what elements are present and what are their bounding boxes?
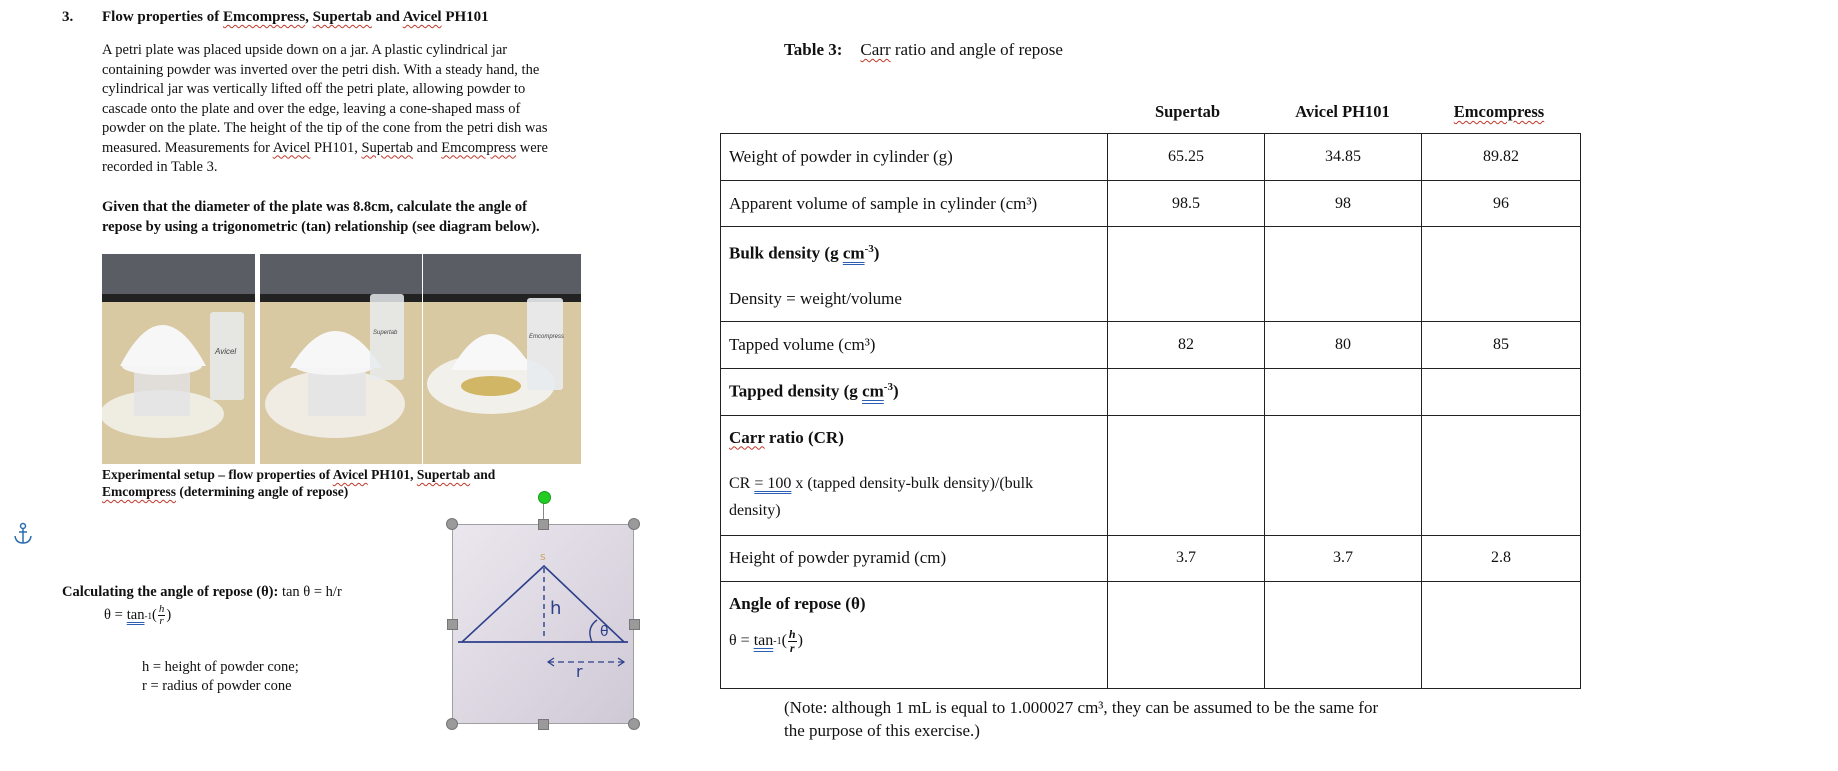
resize-handle-nw[interactable] bbox=[446, 518, 458, 530]
row-label-bulk-density bbox=[721, 227, 1108, 322]
formula-open: ( bbox=[151, 607, 157, 623]
svg-text:Supertab: Supertab bbox=[373, 330, 398, 336]
cell-carr-avicel[interactable] bbox=[1265, 415, 1422, 535]
formula-h: h bbox=[158, 603, 165, 615]
photo-caption bbox=[102, 466, 495, 500]
cell-carr-emcompress[interactable] bbox=[1422, 415, 1581, 535]
bulk-cm: cm bbox=[842, 243, 865, 263]
formula-fraction bbox=[158, 604, 166, 627]
bulk-a: Bulk density (g bbox=[729, 243, 843, 263]
row-label-weight: Weight of powder in cylinder (g) bbox=[721, 134, 1108, 181]
svg-text:s: s bbox=[540, 550, 546, 563]
angle-r: r bbox=[789, 640, 795, 655]
formula-tan-relation: tan θ = h/r bbox=[281, 584, 342, 600]
cell-bulk-emcompress[interactable] bbox=[1422, 227, 1581, 322]
cell-tdens-avicel[interactable] bbox=[1265, 368, 1422, 415]
intro-6a: measured. Measurements for bbox=[102, 139, 273, 156]
cell-volume-supertab: 98.5 bbox=[1108, 181, 1265, 227]
row-label-tapped-volume: Tapped volume (cm³) bbox=[721, 321, 1108, 368]
selection-border bbox=[452, 524, 634, 724]
caption-c: PH101, bbox=[367, 467, 417, 482]
caption-line-2 bbox=[102, 483, 495, 500]
resize-handle-s[interactable] bbox=[538, 719, 549, 730]
resize-handle-ne[interactable] bbox=[628, 518, 640, 530]
carr-heading bbox=[729, 428, 1099, 448]
col-header-avicel: Avicel PH101 bbox=[1295, 102, 1390, 121]
table-3 bbox=[720, 133, 1581, 689]
carr-word: Carr bbox=[729, 427, 765, 447]
cell-height-avicel: 3.7 bbox=[1265, 535, 1422, 581]
svg-text:h: h bbox=[550, 598, 562, 619]
intro-line-1: A petri plate was placed upside down on a jar. A plastic cylindrical jar bbox=[102, 42, 508, 58]
table-caption bbox=[784, 40, 1063, 60]
table-row bbox=[721, 415, 1581, 535]
intro-line-2: containing powder was inverted over the petri dish. With a steady hand, the bbox=[102, 61, 540, 78]
photo-emcompress-image bbox=[423, 254, 581, 464]
cell-tapped-emcompress: 85 bbox=[1422, 321, 1581, 368]
col-header-emcompress-text: Emcompress bbox=[1453, 102, 1545, 121]
cell-height-emcompress: 2.8 bbox=[1422, 535, 1581, 581]
caption-a: Experimental setup – flow properties of bbox=[102, 467, 333, 482]
formula-tan: tan bbox=[126, 607, 145, 623]
carr-sub-a: CR bbox=[729, 474, 755, 492]
table-row bbox=[721, 134, 1581, 181]
title-avicel: Avicel bbox=[402, 9, 442, 25]
caption-e: and bbox=[470, 467, 496, 482]
title-suffix: PH101 bbox=[441, 9, 489, 25]
cell-volume-emcompress: 96 bbox=[1422, 181, 1581, 227]
title-sep: , bbox=[305, 9, 313, 25]
angle-close: ) bbox=[797, 632, 803, 650]
svg-text:Emcompress: Emcompress bbox=[529, 334, 565, 340]
section-number: 3. bbox=[62, 9, 74, 25]
intro-6c: PH101, bbox=[310, 139, 362, 156]
question-text bbox=[102, 198, 540, 237]
bulk-sup: -3 bbox=[864, 243, 874, 255]
def-h: h = height of powder cone; bbox=[142, 659, 299, 675]
intro-line-3: cylindrical jar was vertically lifted off the petri plate, allowing powder to bbox=[102, 81, 526, 97]
angle-tan: tan bbox=[753, 632, 774, 650]
intro-line-5: powder on the plate. The height of the tip of the cone from the petri dish was bbox=[102, 120, 548, 136]
row-label-angle-of-repose bbox=[721, 581, 1108, 688]
intro-line-7: recorded in Table 3. bbox=[102, 159, 218, 175]
table-row bbox=[721, 368, 1581, 415]
col-header-emcompress bbox=[1420, 102, 1578, 122]
cell-height-supertab: 3.7 bbox=[1108, 535, 1265, 581]
tapped-cm: cm bbox=[862, 381, 884, 401]
svg-text:r: r bbox=[576, 662, 583, 681]
photo-supertab-image bbox=[260, 254, 422, 464]
table-caption-num: Table 3: bbox=[784, 40, 843, 59]
section-title bbox=[102, 9, 489, 26]
intro-emcompress: Emcompress bbox=[441, 139, 517, 156]
formula-theta-eq: θ = bbox=[104, 607, 123, 623]
caption-emcompress: Emcompress bbox=[102, 484, 176, 499]
formula-definitions bbox=[142, 658, 299, 696]
formula-close: ) bbox=[166, 607, 172, 623]
title-and: and bbox=[371, 9, 403, 25]
cell-angle-emcompress[interactable] bbox=[1422, 581, 1581, 688]
row-label-tapped-density bbox=[721, 368, 1108, 415]
table-row bbox=[721, 535, 1581, 581]
cell-angle-supertab[interactable] bbox=[1108, 581, 1265, 688]
row-label-carr-ratio bbox=[721, 415, 1108, 535]
formula-heading-label: Calculating the angle of repose (θ): bbox=[62, 584, 279, 600]
cell-volume-avicel: 98 bbox=[1265, 181, 1422, 227]
caption-line-1 bbox=[102, 466, 495, 483]
cell-angle-avicel[interactable] bbox=[1265, 581, 1422, 688]
resize-handle-e[interactable] bbox=[629, 619, 640, 630]
carr-sub-c: x (tapped density-bulk density)/(bulk bbox=[791, 474, 1034, 492]
angle-heading: Angle of repose (θ) bbox=[729, 593, 866, 613]
resize-handle-sw[interactable] bbox=[446, 718, 458, 730]
question-line-2: repose by using a trigonometric (tan) relationship (see diagram below). bbox=[102, 218, 540, 235]
question-line-1: Given that the diameter of the plate was 8.8cm, calculate the angle of bbox=[102, 199, 527, 215]
formula-inv: -1 bbox=[144, 610, 152, 621]
table-row bbox=[721, 581, 1581, 688]
caption-avicel: Avicel bbox=[332, 467, 368, 482]
intro-paragraph bbox=[102, 41, 548, 178]
photo-supertab bbox=[260, 254, 422, 464]
caption-g: (determining angle of repose) bbox=[176, 484, 349, 499]
intro-6g: were bbox=[516, 139, 548, 156]
tapped-close: ) bbox=[892, 381, 899, 401]
col-header-supertab: Supertab bbox=[1154, 102, 1221, 121]
tapped-sup: -3 bbox=[883, 381, 893, 394]
cell-weight-emcompress: 89.82 bbox=[1422, 134, 1581, 181]
intro-supertab: Supertab bbox=[361, 139, 414, 156]
tapped-a: Tapped density (g bbox=[729, 381, 863, 401]
cell-tapped-avicel: 80 bbox=[1265, 321, 1422, 368]
intro-line-6 bbox=[102, 139, 548, 159]
anchor-icon[interactable] bbox=[12, 522, 34, 546]
cell-tapped-supertab: 82 bbox=[1108, 321, 1265, 368]
carr-sub-d: density) bbox=[729, 501, 781, 519]
cell-bulk-supertab[interactable] bbox=[1108, 227, 1265, 322]
intro-avicel: Avicel bbox=[272, 139, 311, 156]
resize-handle-n[interactable] bbox=[538, 519, 549, 530]
angle-formula bbox=[729, 628, 1099, 655]
note-line-1: (Note: although 1 mL is equal to 1.000027 cm³, they can be assumed to be the same for bbox=[784, 698, 1379, 717]
table-caption-rest: ratio and angle of repose bbox=[890, 40, 1063, 59]
row-label-apparent-volume: Apparent volume of sample in cylinder (cm³) bbox=[721, 181, 1108, 227]
cell-weight-avicel: 34.85 bbox=[1265, 134, 1422, 181]
angle-open: ( bbox=[781, 632, 787, 650]
title-emcompress: Emcompress bbox=[222, 9, 306, 25]
svg-text:θ: θ bbox=[600, 624, 609, 640]
row-label-height: Height of powder pyramid (cm) bbox=[721, 535, 1108, 581]
bulk-close: ) bbox=[873, 243, 880, 263]
cell-tdens-emcompress[interactable] bbox=[1422, 368, 1581, 415]
cell-carr-supertab[interactable] bbox=[1108, 415, 1265, 535]
resize-handle-se[interactable] bbox=[628, 718, 640, 730]
note-line-2: the purpose of this exercise.) bbox=[784, 721, 980, 740]
cell-bulk-avicel[interactable] bbox=[1265, 227, 1422, 322]
carr-formula bbox=[729, 470, 1099, 524]
formula-heading bbox=[62, 584, 342, 601]
angle-fraction bbox=[788, 628, 797, 655]
carr-sub-b: = 100 bbox=[754, 474, 792, 492]
svg-text:Avicel: Avicel bbox=[215, 347, 237, 356]
formula-r: r bbox=[159, 615, 164, 627]
bulk-density-formula: Density = weight/volume bbox=[729, 288, 902, 308]
photo-emcompress bbox=[423, 254, 581, 464]
photo-avicel bbox=[102, 254, 255, 464]
title-prefix: Flow properties of bbox=[102, 9, 223, 25]
formula-theta bbox=[104, 604, 171, 627]
table-row bbox=[721, 181, 1581, 227]
table-note bbox=[784, 696, 1378, 742]
rotate-handle[interactable] bbox=[538, 491, 551, 504]
photo-avicel-image bbox=[102, 254, 255, 464]
angle-inv: -1 bbox=[773, 635, 782, 647]
table-row bbox=[721, 321, 1581, 368]
angle-h: h bbox=[788, 626, 796, 641]
resize-handle-w[interactable] bbox=[447, 619, 458, 630]
cell-tdens-supertab[interactable] bbox=[1108, 368, 1265, 415]
angle-theta-eq: θ = bbox=[729, 632, 750, 650]
cell-weight-supertab: 65.25 bbox=[1108, 134, 1265, 181]
intro-line-4: cascade onto the plate and over the edge, leaving a cone-shaped mass of bbox=[102, 100, 521, 117]
carr-rest: ratio (CR) bbox=[764, 427, 844, 447]
title-supertab: Supertab bbox=[312, 9, 372, 25]
table-caption-carr: Carr bbox=[860, 40, 891, 59]
caption-supertab: Supertab bbox=[416, 467, 471, 482]
table-row bbox=[721, 227, 1581, 322]
intro-6e: and bbox=[413, 139, 442, 156]
bulk-density-heading bbox=[729, 227, 1099, 276]
def-r: r = radius of powder cone bbox=[142, 678, 292, 694]
